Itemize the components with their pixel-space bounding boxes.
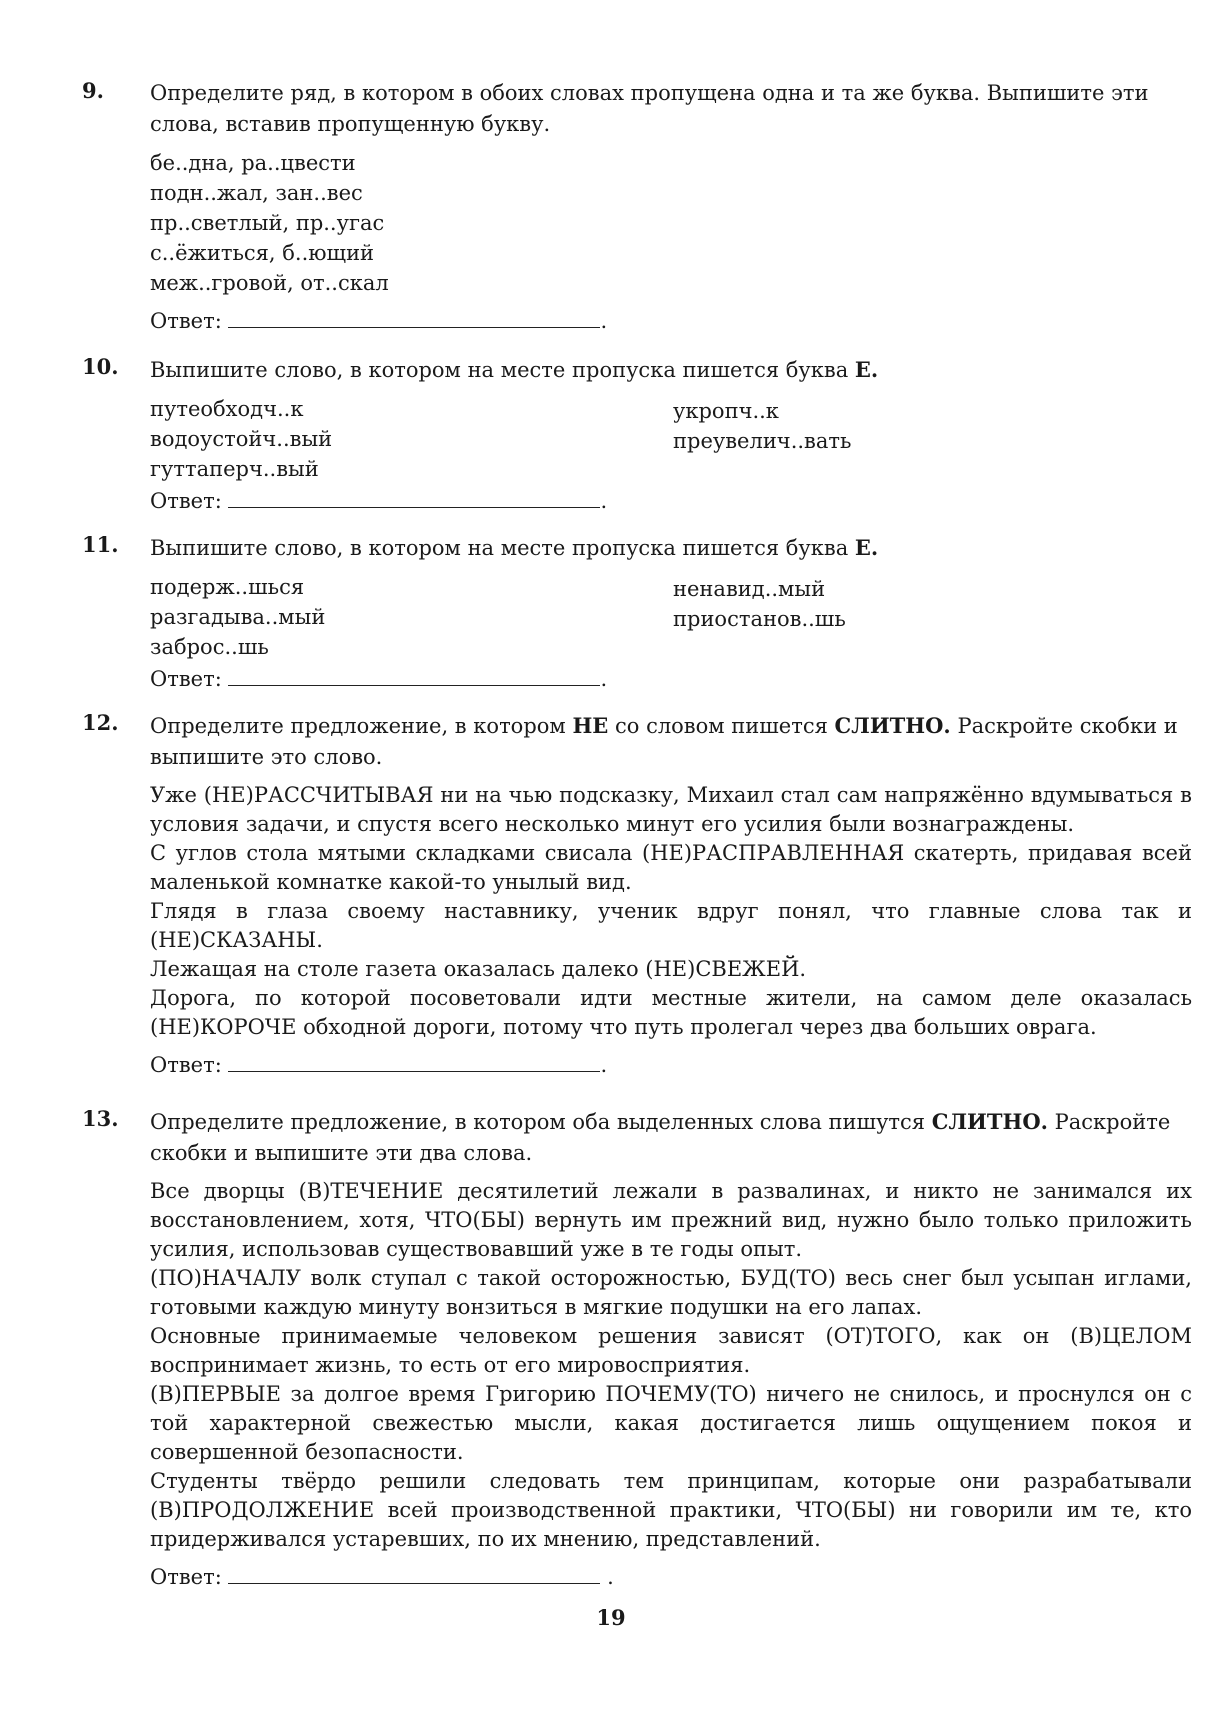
answer-end: . [600, 667, 608, 691]
answer-field[interactable] [228, 1563, 600, 1584]
sentence-item: Основные принимаемые человеком решения зависят (ОТ)ТОГО, как он (В)ЦЕЛОМ воспринимает жизнь, то есть от его мировосприятия. [150, 1324, 1192, 1377]
task-question: Определите предложение, в котором оба выделенных слова пишутся СЛИТНО. Раскройте скобки и выпишите эти два слова. [150, 1109, 1171, 1165]
word-item: подерж..шься [150, 575, 305, 599]
word-item: гуттаперч..вый [150, 457, 319, 481]
task-number: 9. [82, 78, 104, 103]
word-item: разгадыва..мый [150, 605, 326, 629]
word-item: ненавид..мый [673, 577, 826, 601]
answer-field[interactable] [228, 307, 600, 328]
task-12 [82, 710, 1192, 1080]
answer-field[interactable] [228, 487, 600, 508]
task-13 [82, 1106, 1192, 1592]
word-item: бе..дна, ра..цвести [150, 151, 356, 175]
sentence-item: С углов стола мятыми складками свисала (НЕ)РАСПРАВЛЕННАЯ скатерть, придавая всей маленькой комнатке какой-то унылый вид. [150, 841, 1192, 894]
sentence-item: Глядя в глаза своему наставнику, ученик вдруг понял, что главные слова так и (НЕ)СКАЗАНЫ. [150, 899, 1192, 952]
sentence-list [150, 781, 1192, 1042]
answer-label: Ответ: [150, 667, 222, 691]
word-item: заброс..шь [150, 635, 269, 659]
task-number: 10. [82, 354, 119, 379]
answer-field[interactable] [228, 1051, 600, 1072]
word-list [150, 148, 1192, 298]
answer-row [150, 1562, 1192, 1592]
answer-label: Ответ: [150, 1053, 222, 1077]
word-item: преувелич..вать [673, 429, 852, 453]
sentence-list [150, 1177, 1192, 1554]
word-item: водоустойч..вый [150, 427, 333, 451]
word-item: пр..светлый, пр..угас [150, 211, 385, 235]
sentence-item: (ПО)НАЧАЛУ волк ступал с такой осторожностью, БУД(ТО) весь снег был усыпан иглами, готовыми каждую минуту вонзиться в мягкие подушки на его лапах. [150, 1266, 1192, 1319]
sentence-item: Дорога, по которой посоветовали идти местные жители, на самом деле оказалась (НЕ)КОРОЧЕ обходной дороги, потому что путь пролегал через два больших оврага. [150, 986, 1192, 1039]
task-number: 13. [82, 1106, 119, 1131]
word-columns [150, 394, 1192, 484]
sentence-item: Уже (НЕ)РАССЧИТЫВАЯ ни на чью подсказку, Михаил стал сам напряжённо вдумываться в условия задачи, и спустя всего несколько минут его усилия были вознаграждены. [150, 783, 1192, 836]
word-columns [150, 572, 1192, 662]
word-item: путеобходч..к [150, 397, 304, 421]
sentence-item: (В)ПЕРВЫЕ за долгое время Григорию ПОЧЕМУ(ТО) ничего не снилось, и проснулся он с той характерной свежестью мысли, какая достигается лишь ощущением покоя и совершенной безопасности. [150, 1382, 1192, 1464]
word-item: с..ёжиться, б..ющий [150, 241, 375, 265]
sentence-item: Все дворцы (В)ТЕЧЕНИЕ десятилетий лежали в развалинах, и никто не занимался их восстановлением, хотя, ЧТО(БЫ) вернуть им прежний вид, нужно было только приложить усилия, использовав существовавший уже в те годы опыт. [150, 1179, 1192, 1261]
answer-row [150, 486, 1192, 516]
sentence-item: Лежащая на столе газета оказалась далеко (НЕ)СВЕЖЕЙ. [150, 957, 807, 981]
answer-field[interactable] [228, 665, 600, 686]
task-10 [82, 354, 1192, 516]
sentence-item: Студенты твёрдо решили следовать тем принципам, которые они разрабатывали (В)ПРОДОЛЖЕНИЕ всей производственной практики, ЧТО(БЫ) ни говорили им те, кто придерживался устаревших, по их мнению, представлений. [150, 1469, 1192, 1551]
answer-end: . [600, 489, 608, 513]
answer-end: . [607, 1565, 614, 1589]
word-item: приостанов..шь [673, 607, 846, 631]
answer-label: Ответ: [150, 309, 222, 333]
answer-row [150, 306, 1192, 336]
task-9 [82, 78, 1192, 336]
word-item: подн..жал, зан..вес [150, 181, 363, 205]
word-item: меж..гровой, от..скал [150, 271, 389, 295]
answer-row [150, 1050, 1192, 1080]
answer-row [150, 664, 1192, 694]
task-question: Определите предложение, в котором НЕ со словом пишется СЛИТНО. Раскройте скобки и выпишите это слово. [150, 713, 1178, 769]
task-number: 11. [82, 532, 119, 557]
word-item: укропч..к [673, 399, 779, 423]
task-question: Определите ряд, в котором в обоих словах пропущена одна и та же буква. Выпишите эти слова, вставив пропущенную букву. [150, 81, 1149, 136]
task-11 [82, 532, 1192, 694]
page-number: 19 [596, 1605, 626, 1630]
task-number: 12. [82, 710, 119, 735]
task-question: Выпишите слово, в котором на месте пропуска пишется буква Е. [150, 357, 879, 382]
task-question: Выпишите слово, в котором на месте пропуска пишется буква Е. [150, 535, 879, 560]
answer-end: . [600, 309, 608, 333]
answer-label: Ответ: [150, 1565, 222, 1589]
answer-label: Ответ: [150, 489, 222, 513]
answer-end: . [600, 1053, 608, 1077]
